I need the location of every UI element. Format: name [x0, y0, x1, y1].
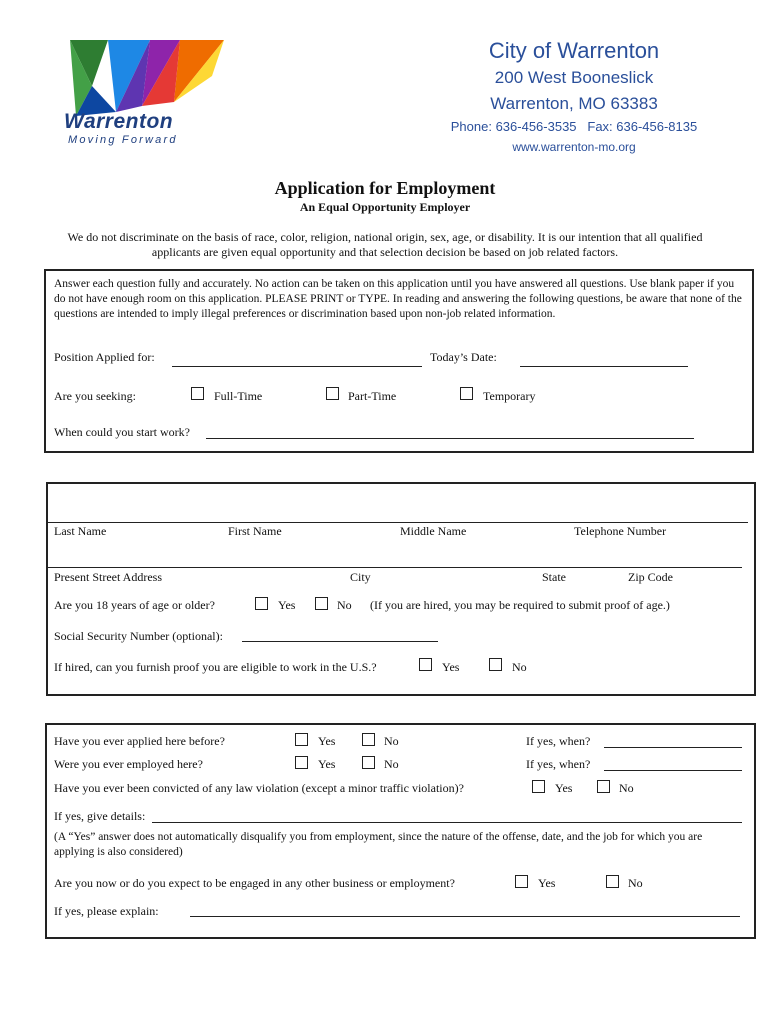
city-name: City of Warrenton — [488, 38, 660, 63]
convicted-no-label: No — [619, 781, 634, 795]
address-input-line[interactable] — [48, 567, 742, 568]
start-work-label: When could you start work? — [54, 425, 190, 439]
explain-input[interactable] — [190, 916, 740, 917]
city-address-line2: Warrenton, MO 63383 — [490, 94, 658, 113]
conviction-note: (A “Yes” answer does not automatically disqualify you from employment, since the nature of the offense, date, and the job for which you are applying is also considered) — [54, 831, 703, 858]
other-business-question: Are you now or do you expect to be engaged in any other business or employment? — [54, 876, 455, 890]
age-no-label: No — [337, 598, 352, 612]
position-input[interactable] — [172, 366, 422, 367]
employed-no-label: No — [384, 757, 399, 771]
ssn-label: Social Security Number (optional): — [54, 629, 223, 643]
temporary-checkbox[interactable] — [460, 387, 473, 400]
business-no-label: No — [628, 876, 643, 890]
city-address-line1: 200 West Booneslick — [494, 68, 654, 87]
ssn-input[interactable] — [242, 641, 438, 642]
age-no-checkbox[interactable] — [315, 597, 328, 610]
temporary-label: Temporary — [483, 389, 536, 403]
work-proof-no-checkbox[interactable] — [489, 658, 502, 671]
position-label: Position Applied for: — [54, 350, 155, 364]
logo-tagline: Moving Forward — [68, 134, 178, 146]
page-subtitle: An Equal Opportunity Employer — [299, 200, 471, 214]
first-name-label: First Name — [228, 524, 282, 538]
todays-date-label: Today’s Date: — [430, 350, 497, 364]
zip-label: Zip Code — [628, 570, 673, 584]
logo-name: Warrenton — [64, 110, 174, 133]
part-time-label: Part-Time — [348, 389, 397, 403]
applied-yes-label: Yes — [318, 734, 336, 748]
page-title: Application for Employment — [274, 178, 496, 198]
details-label: If yes, give details: — [54, 809, 146, 823]
state-label: State — [542, 570, 566, 584]
street-label: Present Street Address — [54, 570, 162, 584]
applied-no-checkbox[interactable] — [362, 733, 375, 746]
employed-before-question: Were you ever employed here? — [54, 757, 203, 771]
telephone-label: Telephone Number — [574, 524, 667, 538]
work-proof-yes-label: Yes — [442, 660, 460, 674]
applied-before-question: Have you ever applied here before? — [54, 734, 225, 748]
explain-label: If yes, please explain: — [54, 904, 159, 918]
city-website[interactable]: www.warrenton-mo.org — [512, 140, 636, 154]
business-yes-label: Yes — [538, 876, 556, 890]
city-phone-fax: Phone: 636-456-3535 Fax: 636-456-8135 — [450, 119, 698, 134]
convicted-yes-label: Yes — [555, 781, 573, 795]
work-proof-no-label: No — [512, 660, 527, 674]
employed-no-checkbox[interactable] — [362, 756, 375, 769]
work-proof-yes-checkbox[interactable] — [419, 658, 432, 671]
employed-when-label: If yes, when? — [526, 757, 591, 771]
todays-date-input[interactable] — [520, 366, 688, 367]
last-name-label: Last Name — [54, 524, 107, 538]
applied-when-input[interactable] — [604, 747, 742, 748]
name-input-line[interactable] — [48, 522, 748, 523]
business-no-checkbox[interactable] — [606, 875, 619, 888]
part-time-checkbox[interactable] — [326, 387, 339, 400]
middle-name-label: Middle Name — [400, 524, 467, 538]
age-question: Are you 18 years of age or older? — [54, 598, 215, 612]
business-yes-checkbox[interactable] — [515, 875, 528, 888]
instructions-text: Answer each question fully and accurately. No action can be taken on this application until you have answered all questions. Use blank paper if you do not have enough room on this application. PLEASE PRINT or TYPE. In reading and answering the following questions, be aware that none of the questions are intended to imply illegal preferences or discrimination based upon non-job related information. — [54, 278, 742, 320]
age-yes-label: Yes — [278, 598, 296, 612]
convicted-no-checkbox[interactable] — [597, 780, 610, 793]
full-time-checkbox[interactable] — [191, 387, 204, 400]
employed-yes-label: Yes — [318, 757, 336, 771]
applied-no-label: No — [384, 734, 399, 748]
age-note: (If you are hired, you may be required to submit proof of age.) — [370, 598, 670, 612]
convicted-question: Have you ever been convicted of any law violation (except a minor traffic violation)? — [54, 781, 464, 795]
work-proof-question: If hired, can you furnish proof you are eligible to work in the U.S.? — [54, 660, 377, 674]
employed-when-input[interactable] — [604, 770, 742, 771]
employed-yes-checkbox[interactable] — [295, 756, 308, 769]
seeking-label: Are you seeking: — [54, 389, 136, 403]
logo-mark-icon — [62, 36, 230, 120]
intro-statement: We do not discriminate on the basis of race, color, religion, national origin, sex, age, or disability. It is our intention that all qualified applicants are given equal opportunity and that selection decision be based on job related factors. — [67, 230, 703, 259]
city-logo — [62, 36, 230, 148]
applied-when-label: If yes, when? — [526, 734, 591, 748]
age-yes-checkbox[interactable] — [255, 597, 268, 610]
city-label: City — [350, 570, 371, 584]
full-time-label: Full-Time — [214, 389, 263, 403]
start-work-input[interactable] — [206, 438, 694, 439]
details-input[interactable] — [152, 822, 742, 823]
convicted-yes-checkbox[interactable] — [532, 780, 545, 793]
applied-yes-checkbox[interactable] — [295, 733, 308, 746]
